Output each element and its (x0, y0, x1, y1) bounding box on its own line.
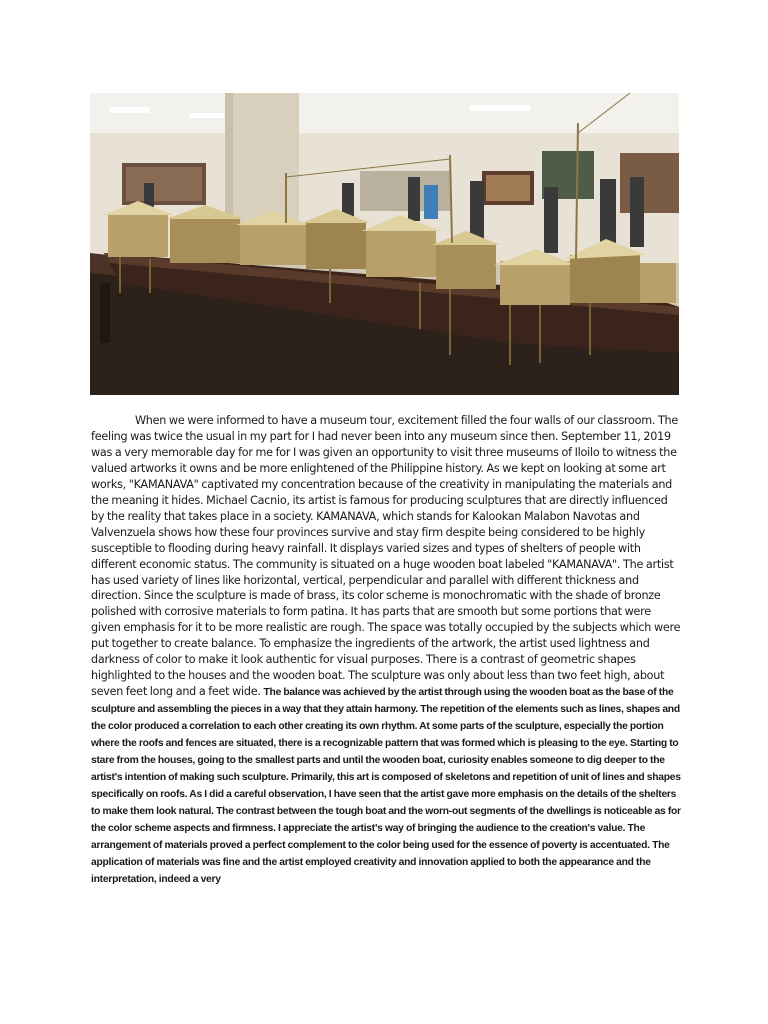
ceiling-light (470, 105, 530, 111)
gallery-ceiling (90, 93, 679, 133)
ceiling-light (190, 113, 224, 118)
wall-painting (620, 153, 679, 213)
sculpture-photo (90, 93, 679, 395)
ceiling-light (110, 107, 150, 113)
essay-intro-text: When we were informed to have a museum tour, excitement filled the four walls of our classroom. The feeling was twice the usual in my part for I had never been into any museum since then. September 11, 2019 was a very memorable day for me for I was given an opportunity to visit three museums of Iloilo to witness the valued artworks it owns and be more enlightened of the Philippine history. As we kept on looking at some art works, "KAMANAVA" captivated my concentration because of the creativity in manipulating the materials and the meaning it hides. Michael Cacnio, its artist is famous for producing sculptures that are directly influenced by the reality that takes place in a society. KAMANAVA, which stands for Kalookan Malabon Navotas and Valvenzuela shows how these four provinces survive and stay firm despite being considered to be highly susceptible to flooding during heavy rainfall. It displays varied sizes and types of shelters of people with different economic status. The community is situated on a huge wooden boat labeled "KAMANAVA". The artist has used variety of lines like horizontal, vertical, perpendicular and parallel with different thickness and direction. Since the sculpture is made of brass, its color scheme is monochromatic with the shade of bronze polished with corrosive materials to form patina. It has parts that are smooth but some portions that were given emphasis for it to be more realistic are rough. The space was totally occupied by the subjects which were put together to create balance. To emphasize the ingredients of the artwork, the artist used lightness and darkness of color to make it look authentic for visual purposes. There is a contrast of geometric shapes highlighted to the houses and the wooden boat. The sculpture was only about less than two feet high, about seven feet long and a feet wide. (91, 414, 681, 699)
essay-body (91, 413, 681, 888)
essay-continuation-text: The balance was achieved by the artist through using the wooden boat as the base of the sculpture and assembling the pieces in a way that they attain harmony. The repetition of the elements such as lines, shapes and the color produced a correlation to each other creating its own rhythm. At some parts of the sculpture, especially the portion where the roofs and fences are situated, there is a recognizable pattern that was formed which is pleasing to the eye. Starting to stare from the houses, going to the smallest parts and until the wooden boat, curiosity enables someone to dig deeper to the artist's intention of making such sculpture. Primarily, this art is composed of skeletons and repetition of unit of lines and shapes specifically on roofs. As I did a careful observation, I have seen that the artist gave more emphasis on the details of the shelters to make them look natural. The contrast between the tough boat and the worn-out segments of the dwellings is noticeable as for the color scheme aspects and firmness. I appreciate the artist's way of bringing the audience to the creation's value. The arrangement of materials proved a perfect complement to the color being used for the essence of poverty is accentuated. The application of materials was fine and the artist employed creativity and innovation applied to both the appearance and the interpretation, indeed a very (91, 687, 681, 885)
kamanava-sculpture-image (90, 93, 679, 395)
essay-paragraph (91, 413, 681, 888)
